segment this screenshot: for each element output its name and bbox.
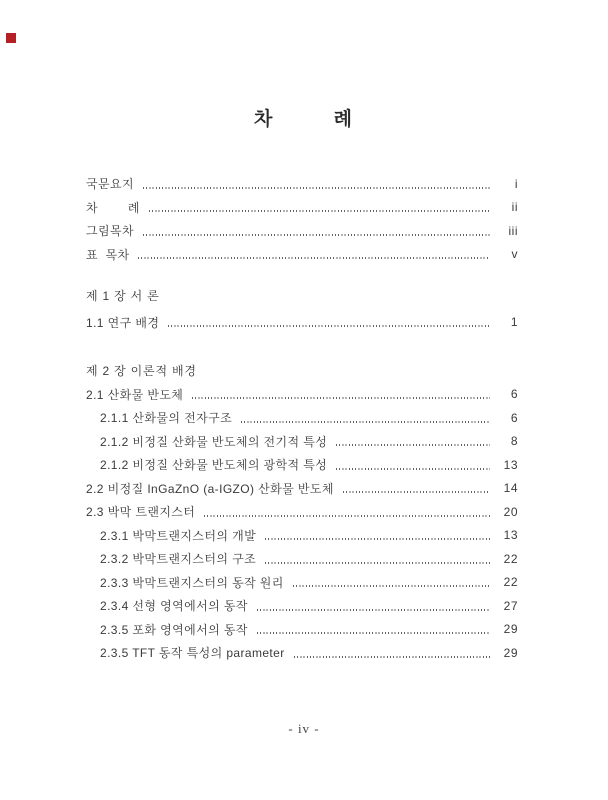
toc-entry-page: ii — [511, 200, 518, 215]
toc-entry-page: 6 — [510, 410, 518, 425]
toc-entry-label: 2.1 산화물 반도체 — [86, 387, 184, 402]
toc-entry-page: 29 — [503, 622, 518, 637]
toc-entry-label: 2.3.3 박막트랜지스터의 동작 원리 — [100, 575, 284, 590]
page-number-footer: - iv - — [288, 721, 320, 736]
page-title: 차 례 — [254, 109, 354, 130]
toc-entry — [86, 196, 518, 220]
chapter-heading-label: 제 1 장 서 론 — [86, 289, 160, 304]
toc-entry-page: 1 — [510, 315, 518, 330]
toc-entry-label: 2.3.2 박막트랜지스터의 구조 — [100, 552, 257, 567]
toc-entry — [86, 594, 518, 618]
toc-entry-page: 6 — [510, 387, 518, 402]
dot-leader — [143, 234, 490, 236]
toc-entry-label: 2.1.2 비정질 산화물 반도체의 광학적 특성 — [100, 458, 328, 473]
toc-entry-label: 2.3.5 포화 영역에서의 동작 — [100, 622, 248, 637]
dot-leader — [265, 538, 490, 540]
red-marker — [6, 33, 16, 43]
toc-entry-page: 22 — [503, 551, 518, 566]
toc-entry-label: 2.1.2 비정질 산화물 반도체의 전기적 특성 — [100, 434, 328, 449]
toc-entry — [86, 500, 518, 524]
toc-entry-label: 2.3 박막 트랜지스터 — [86, 505, 196, 520]
toc-entry — [86, 406, 518, 430]
toc-entry-page: v — [511, 247, 518, 262]
toc-entry-label: 국문요지 — [86, 177, 134, 192]
toc-entry — [86, 571, 518, 595]
toc-entry — [86, 477, 518, 501]
toc-entry — [86, 383, 518, 407]
toc-entry — [86, 243, 518, 267]
dot-leader — [257, 609, 490, 611]
toc-entry — [86, 430, 518, 454]
chapter-heading — [86, 284, 518, 308]
toc-entry-page: 29 — [503, 645, 518, 660]
toc-entry-label: 1.1 연구 배경 — [86, 315, 160, 330]
toc-entry-page: 13 — [503, 528, 518, 543]
chapter-heading-label: 제 2 장 이론적 배경 — [86, 364, 197, 379]
dot-leader — [192, 397, 490, 399]
toc-entry-label: 표 목차 — [86, 247, 130, 262]
dot-leader — [343, 491, 490, 493]
toc-entry-page: 22 — [503, 575, 518, 590]
toc-entry-page: iii — [508, 223, 518, 238]
toc-entry-page: 20 — [503, 504, 518, 519]
toc-entry — [86, 219, 518, 243]
toc-entry-page: 8 — [510, 434, 518, 449]
toc-entry-label: 그림목차 — [86, 224, 134, 239]
dot-leader — [336, 468, 490, 470]
toc-entry — [86, 618, 518, 642]
dot-leader — [143, 187, 490, 189]
dot-leader — [294, 656, 490, 658]
toc-entry — [86, 453, 518, 477]
dot-leader — [265, 562, 490, 564]
toc-entry-label: 2.3.1 박막트랜지스터의 개발 — [100, 528, 257, 543]
chapter-heading — [86, 359, 518, 383]
toc-entry-page: 13 — [503, 457, 518, 472]
dot-leader — [204, 515, 490, 517]
toc-entry-label: 2.3.4 선형 영역에서의 동작 — [100, 599, 248, 614]
toc-entry-label: 2.3.5 TFT 동작 특성의 parameter — [100, 646, 285, 661]
toc-list — [86, 172, 518, 665]
toc-entry-page: i — [514, 176, 518, 191]
dot-leader — [241, 421, 490, 423]
toc-entry-label: 차 례 — [86, 200, 140, 215]
toc-entry — [86, 172, 518, 196]
dot-leader — [168, 325, 490, 327]
toc-entry-label: 2.2 비정질 InGaZnO (a-IGZO) 산화물 반도체 — [86, 481, 334, 496]
toc-entry — [86, 547, 518, 571]
dot-leader — [293, 585, 490, 587]
toc-entry-page: 14 — [503, 481, 518, 496]
toc-entry-label: 2.1.1 산화물의 전자구조 — [100, 411, 233, 426]
toc-entry — [86, 524, 518, 548]
toc-entry — [86, 641, 518, 665]
dot-leader — [336, 444, 490, 446]
toc-entry — [86, 311, 518, 335]
dot-leader — [149, 210, 490, 212]
dot-leader — [138, 257, 490, 259]
toc-entry-page: 27 — [503, 598, 518, 613]
dot-leader — [257, 632, 490, 634]
